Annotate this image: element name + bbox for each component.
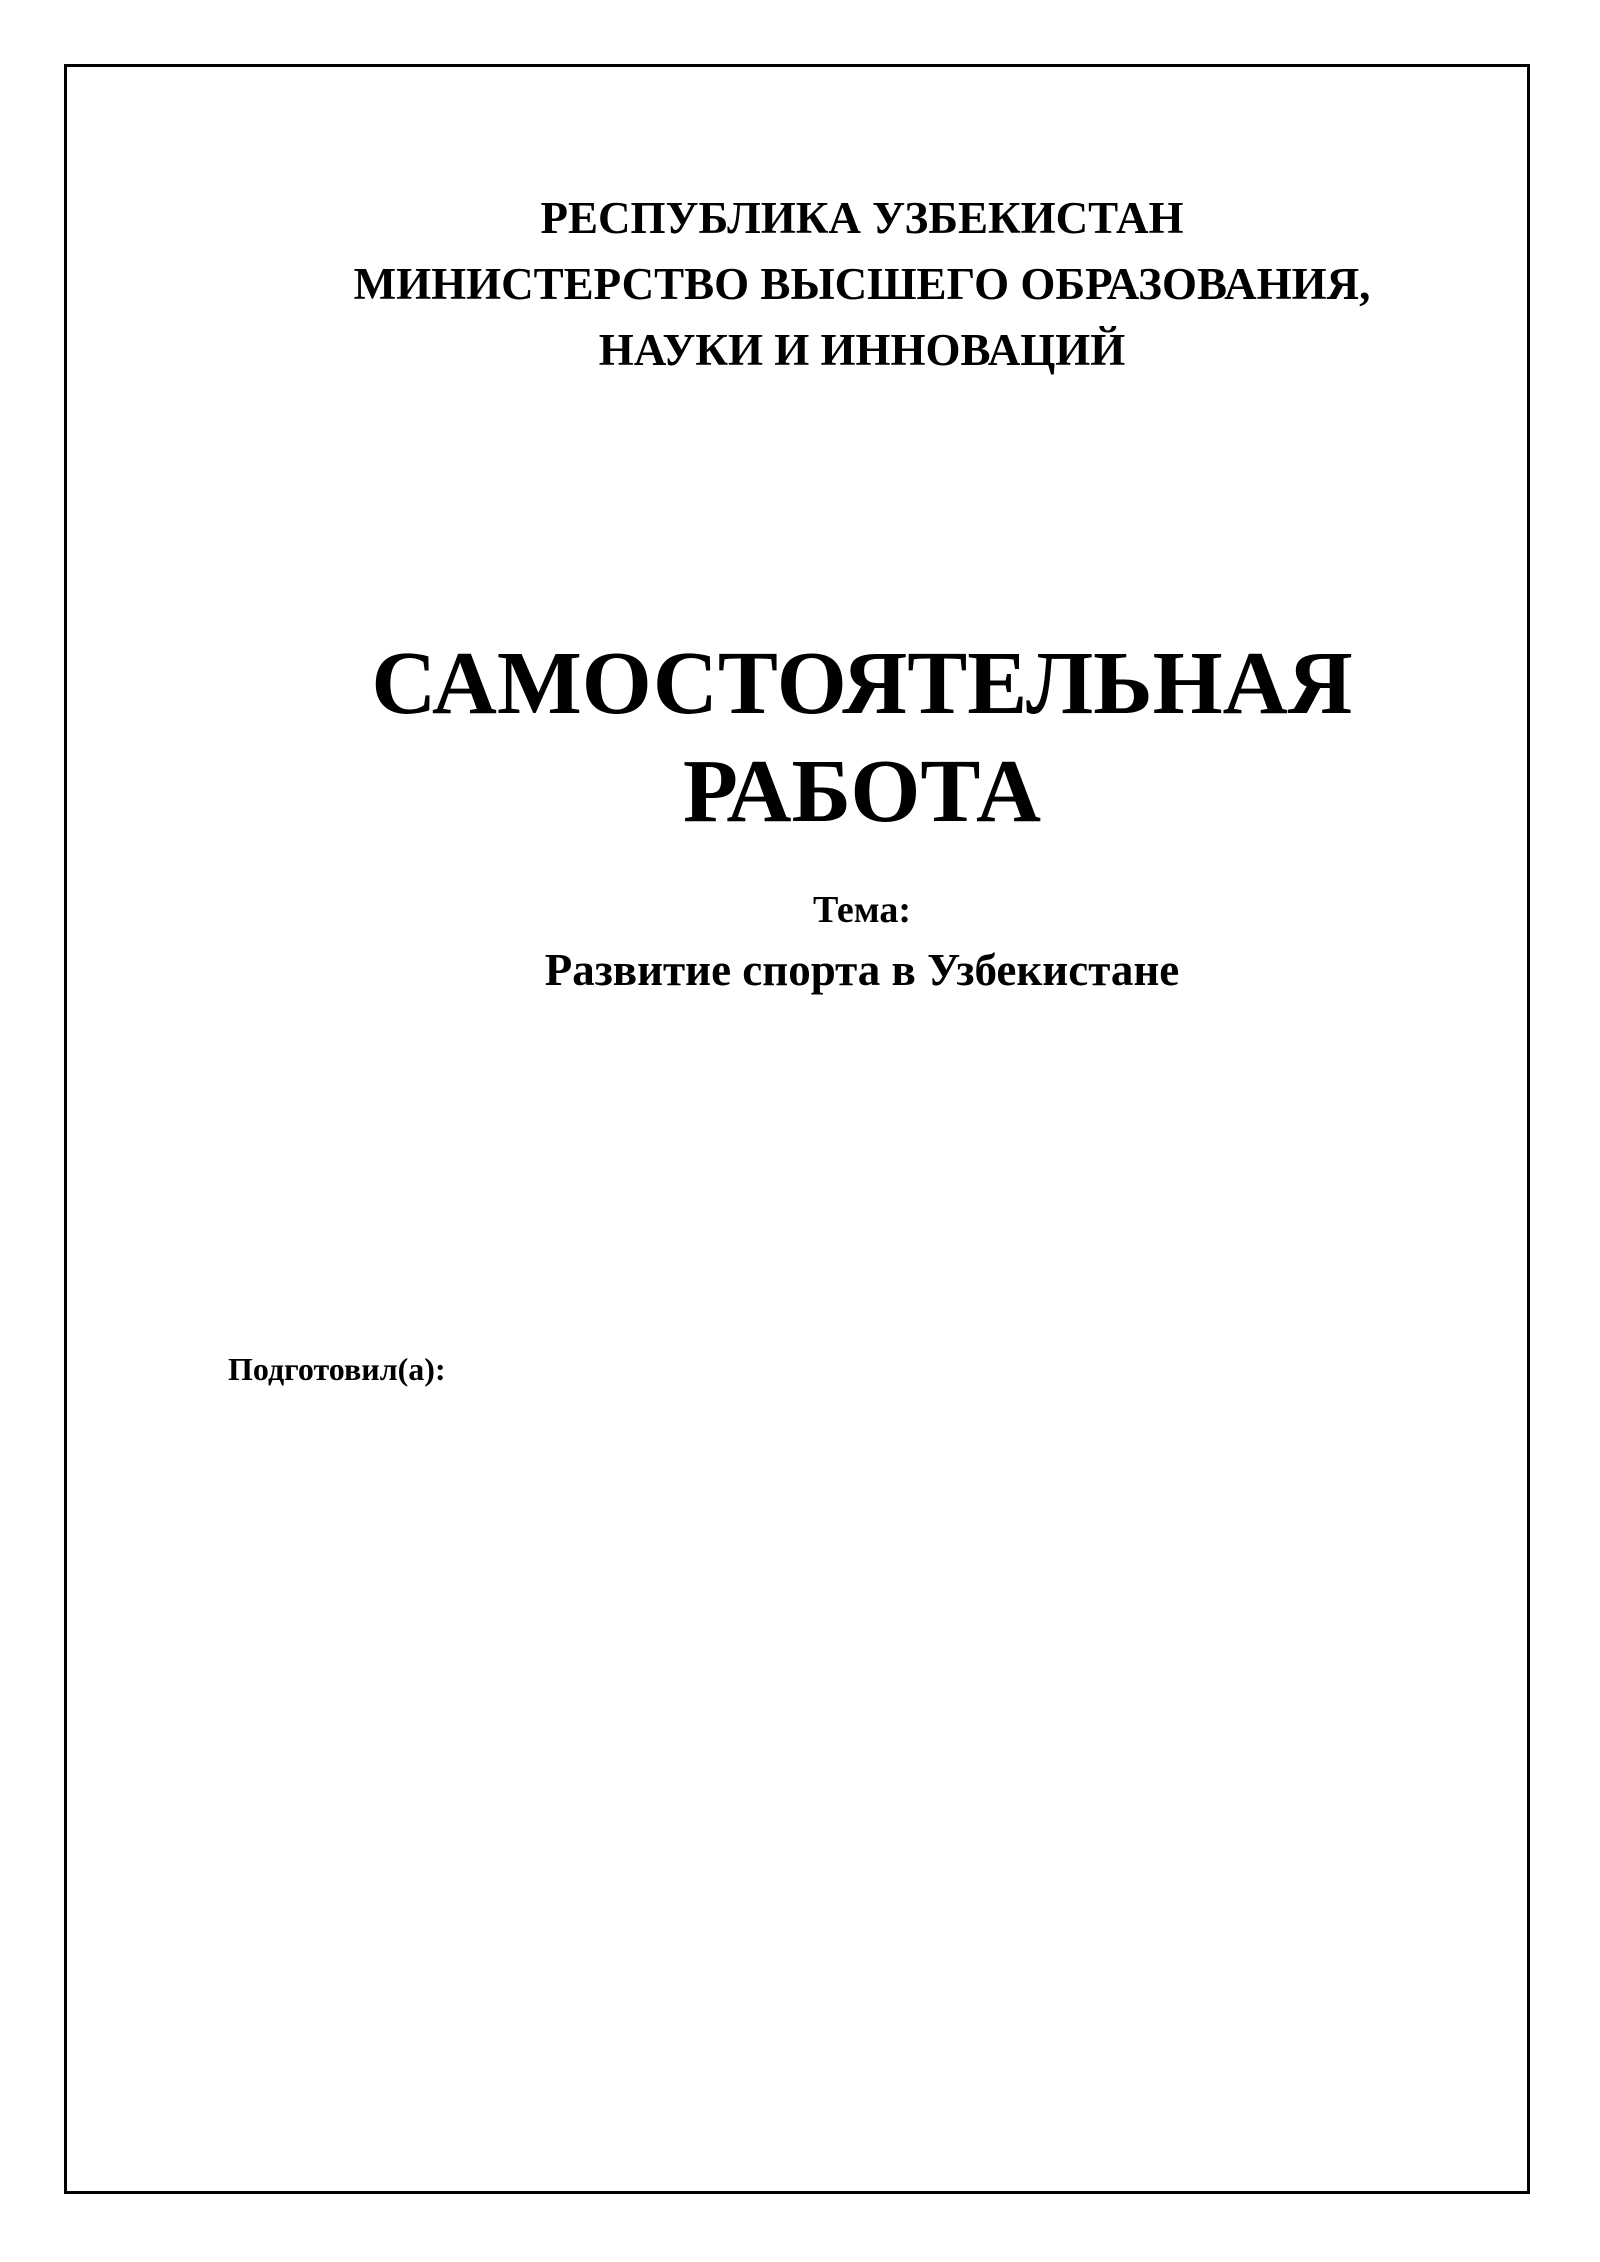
topic-label: Тема: [812,889,912,931]
title-line-1: САМОСТОЯТЕЛЬНАЯ [371,634,1353,733]
prepared-by-label: Подготовил(а): [228,1351,446,1387]
header-ministry-continued: НАУКИ И ИННОВАЦИЙ [598,325,1126,375]
page-border [64,64,1530,2194]
topic-section [0,884,1600,1004]
header-country: РЕСПУБЛИКА УЗБЕКИСТАН [540,193,1184,243]
title-line-2: РАБОТА [683,742,1041,841]
document-title [0,630,1600,846]
institution-header [0,185,1600,383]
topic-value: Развитие спорта в Узбекистане [544,945,1180,995]
header-ministry: МИНИСТЕРСТВО ВЫСШЕГО ОБРАЗОВАНИЯ, [353,259,1371,309]
